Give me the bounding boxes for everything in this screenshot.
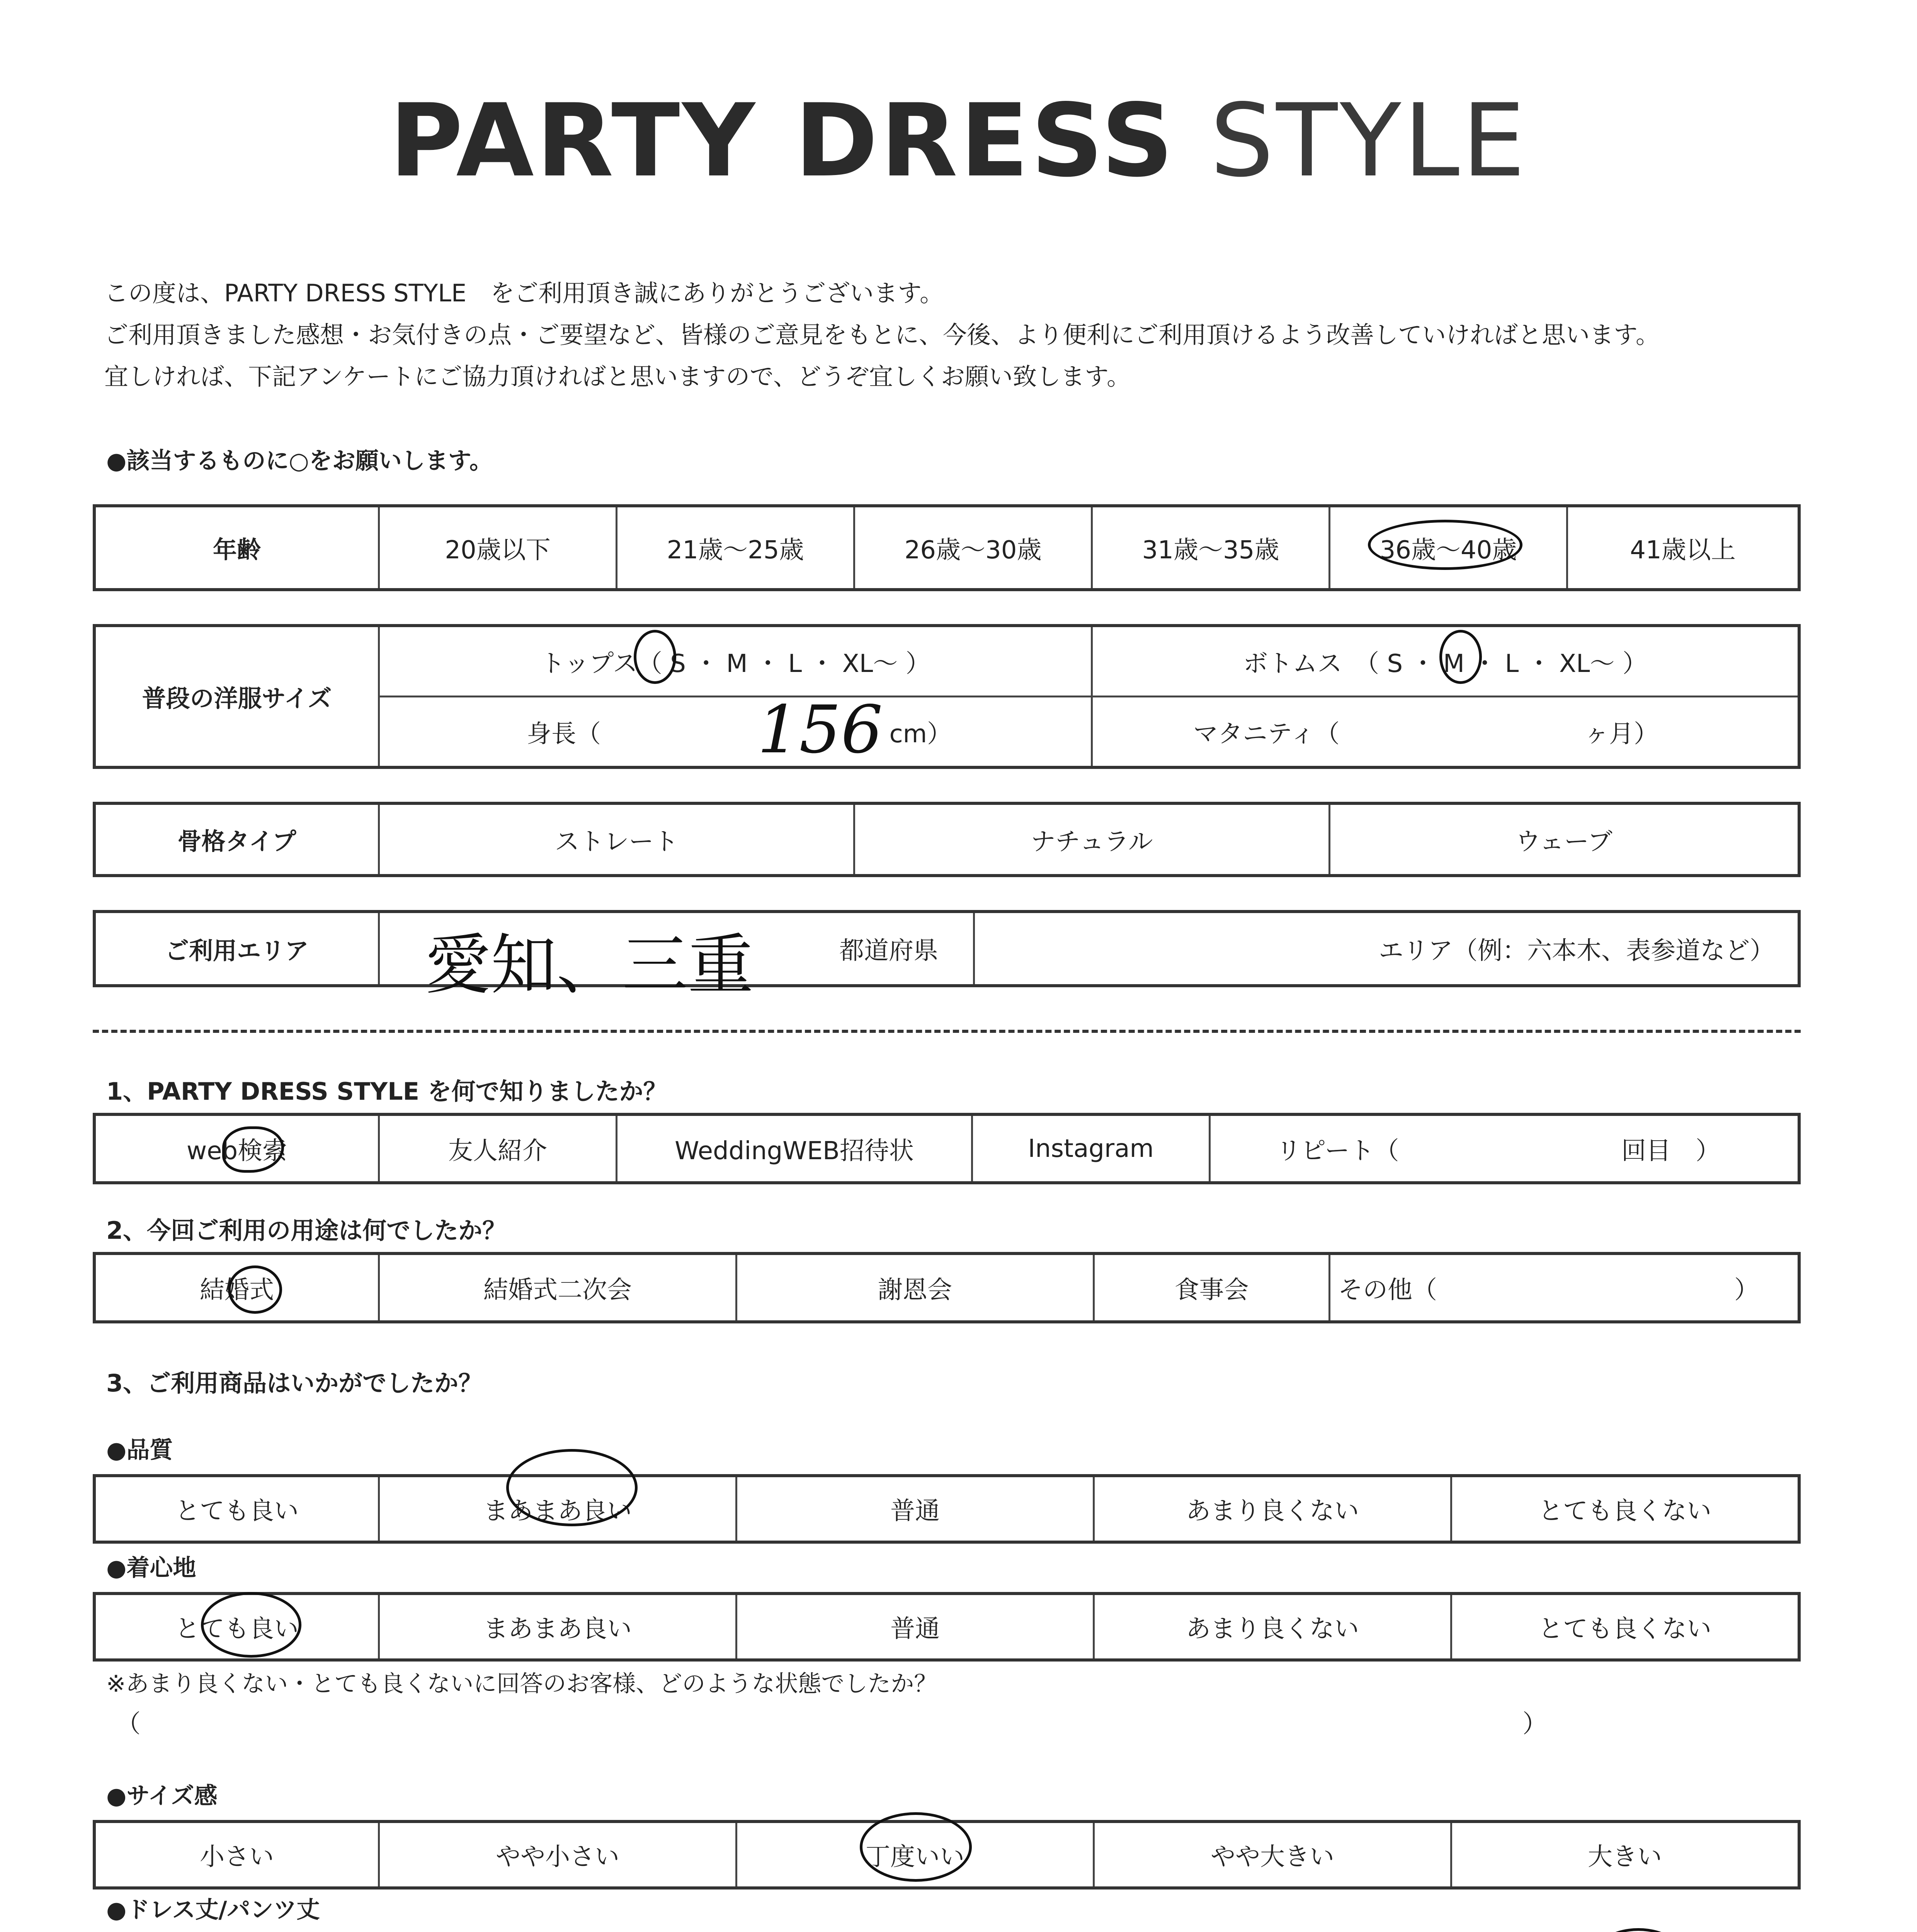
quality-table: [93, 1474, 1801, 1544]
age-option-selected[interactable]: 36歳～40歳: [1328, 507, 1566, 588]
q2-option-selected[interactable]: 結婚式: [200, 1276, 274, 1304]
frame-option[interactable]: ストレート: [378, 805, 853, 874]
quality-option[interactable]: とても良くない: [1450, 1477, 1798, 1541]
q1-option[interactable]: Instagram: [971, 1116, 1209, 1181]
quality-label: ●品質: [106, 1437, 173, 1464]
age-option[interactable]: 26歳～30歳: [853, 507, 1091, 588]
intro-text: [104, 272, 1660, 398]
q2-other-label: その他（: [1338, 1276, 1437, 1304]
q1-table: [93, 1113, 1801, 1184]
area-label: ご利用エリア: [165, 936, 309, 965]
maternity-unit: ヶ月）: [1584, 719, 1658, 748]
tops-size[interactable]: トップス（ S ・ M ・ L ・ XL～ ）: [540, 649, 930, 678]
q2-option[interactable]: 食事会: [1093, 1255, 1328, 1320]
comfort-option[interactable]: とても良くない: [1450, 1595, 1798, 1658]
maternity-label: マタニティ（: [1193, 719, 1340, 748]
logo-bold: PARTY DRESS: [389, 83, 1176, 199]
comfort-option[interactable]: 普通: [735, 1595, 1093, 1658]
frame-option[interactable]: ウェーブ: [1328, 805, 1798, 874]
frame-label: 骨格タイプ: [177, 827, 296, 855]
q1-option-selected[interactable]: web検索: [186, 1136, 287, 1165]
height-handwritten: 156: [757, 692, 883, 768]
sizefeel-option[interactable]: 小さい: [200, 1843, 274, 1871]
age-option[interactable]: 31歳～35歳: [1091, 507, 1328, 588]
selection-circle: [860, 1812, 972, 1882]
frame-option[interactable]: ナチュラル: [853, 805, 1328, 874]
q2-other-close: ）: [1734, 1276, 1759, 1304]
bottoms-size[interactable]: ボトムス （ S ・ M ・ L ・ XL～ ）: [1091, 627, 1798, 696]
prefecture-suffix: 都道府県: [839, 937, 938, 965]
intro-line: この度は、PARTY DRESS STYLE をご利用頂き誠にありがとうございます。: [104, 279, 944, 307]
selection-circle: [228, 1265, 282, 1314]
quality-option[interactable]: とても良い: [175, 1497, 299, 1526]
area-table: [93, 910, 1801, 987]
q1-repeat-unit: 回目 ）: [1621, 1136, 1720, 1165]
q2-title: 2、今回ご利用の用途は何でしたか？: [106, 1216, 507, 1245]
height-field[interactable]: [380, 697, 1091, 766]
sizefeel-option-selected[interactable]: 丁度いい: [735, 1823, 1093, 1886]
age-option[interactable]: 20歳以下: [378, 507, 616, 588]
comfort-option[interactable]: あまり良くない: [1093, 1595, 1450, 1658]
selection-circle: [1439, 630, 1482, 684]
q2-option[interactable]: 謝恩会: [735, 1255, 1093, 1320]
q1-option[interactable]: 友人紹介: [378, 1116, 616, 1181]
age-label: 年齢: [213, 536, 261, 564]
height-label: 身長（: [527, 719, 601, 748]
sizefeel-option[interactable]: やや大きい: [1093, 1823, 1450, 1886]
age-option[interactable]: 21歳～25歳: [616, 507, 853, 588]
comfort-option[interactable]: まあまあ良い: [378, 1595, 735, 1658]
age-option[interactable]: 41歳以上: [1566, 507, 1798, 588]
frame-table: [93, 802, 1801, 877]
q1-title: 1、PARTY DRESS STYLE を何で知りましたか？: [106, 1077, 667, 1105]
instruction: ●該当するものに○をお願いします。: [106, 447, 493, 474]
q1-repeat-label: リピート（: [1276, 1136, 1399, 1165]
quality-option-selected[interactable]: まあまあ良い: [378, 1477, 735, 1541]
area-field[interactable]: [973, 913, 1798, 984]
prefecture-handwritten: 愛知、三重: [425, 927, 754, 1003]
comfort-table: [93, 1592, 1801, 1662]
q1-repeat-field[interactable]: [1209, 1116, 1798, 1181]
q2-other-field[interactable]: [1328, 1255, 1798, 1320]
selection-circle: [634, 630, 676, 684]
selection-circle: [1588, 1928, 1689, 1932]
quality-option[interactable]: あまり良くない: [1093, 1477, 1450, 1541]
height-unit: cm）: [889, 719, 952, 748]
comfort-label: ●着心地: [106, 1554, 196, 1582]
intro-line: 宜しければ、下記アンケートにご協力頂ければと思いますので、どうぞ宜しくお願い致します。: [104, 362, 1131, 391]
selection-circle: [506, 1449, 638, 1526]
size-table: [93, 624, 1801, 769]
divider: [93, 1030, 1801, 1033]
maternity-field[interactable]: [1091, 697, 1798, 766]
logo-thin: STYLE: [1210, 83, 1528, 199]
sizefeel-option[interactable]: やや小さい: [378, 1823, 735, 1886]
comfort-option-selected[interactable]: とても良い: [175, 1615, 299, 1643]
area-hint: エリア（例：六本木、表参道など）: [1379, 937, 1774, 965]
sizefeel-label: ●サイズ感: [106, 1782, 218, 1810]
quality-option[interactable]: 普通: [735, 1477, 1093, 1541]
comfort-note: ※あまり良くない・とても良くないに回答のお客様、どのような状態でしたか？: [106, 1670, 937, 1697]
q1-option[interactable]: WeddingWEB招待状: [616, 1116, 971, 1181]
selection-circle: [201, 1592, 301, 1658]
q3-title: 3、ご利用商品はいかがでしたか？: [106, 1369, 483, 1397]
comfort-reason-open: （: [116, 1710, 141, 1738]
q2-table: [93, 1252, 1801, 1323]
selection-circle: [1368, 520, 1522, 570]
q2-option[interactable]: 結婚式二次会: [378, 1255, 735, 1320]
size-label: 普段の洋服サイズ: [142, 684, 332, 713]
comfort-reason-close: ）: [1522, 1710, 1547, 1738]
length-label: ●ドレス丈/パンツ丈: [106, 1896, 320, 1923]
sizefeel-option[interactable]: 大きい: [1450, 1823, 1798, 1886]
age-table: [93, 504, 1801, 591]
intro-line: ご利用頂きました感想・お気付きの点・ご要望など、皆様のご意見をもとに、今後、より便利にご利用頂けるよう改善していければと思います。: [104, 321, 1660, 349]
logo: [0, 83, 1917, 199]
